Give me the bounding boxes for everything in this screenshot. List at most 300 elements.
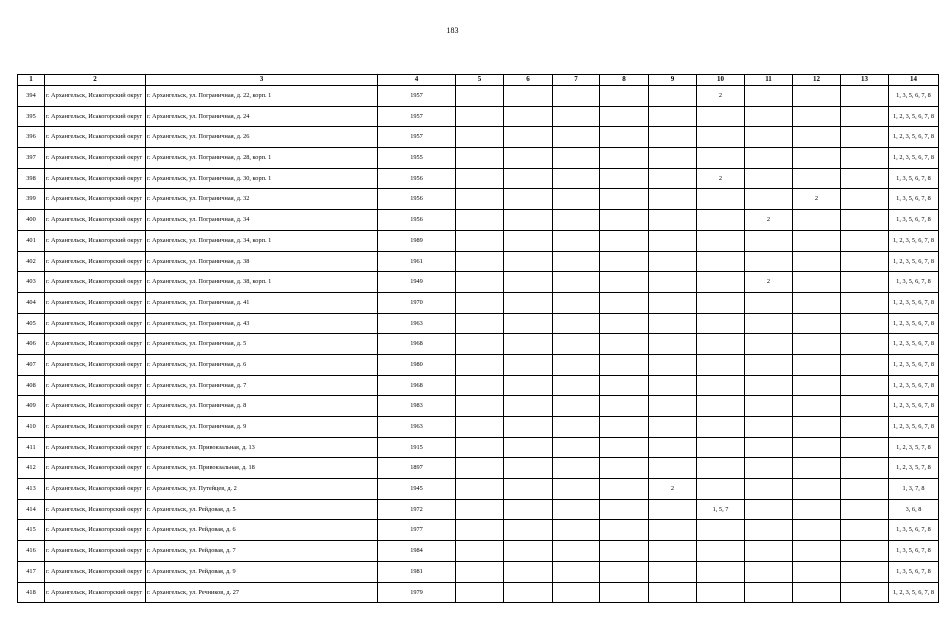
cell-col-14: 1, 2, 3, 5, 6, 7, 8 <box>889 230 939 251</box>
cell-district: г. Архангельск, Исакогорский округ <box>45 479 146 500</box>
cell-district: г. Архангельск, Исакогорский округ <box>45 334 146 355</box>
cell-col-9 <box>649 210 697 231</box>
cell-year-built: 1979 <box>378 582 456 603</box>
cell-address: г. Архангельск, ул. Пограничная, д. 34, корп. 1 <box>146 230 378 251</box>
cell-col-12 <box>793 375 841 396</box>
cell-row-number: 414 <box>18 499 45 520</box>
cell-col-13 <box>841 127 889 148</box>
table-row <box>18 210 939 231</box>
table-row <box>18 561 939 582</box>
cell-col-10 <box>697 582 745 603</box>
cell-col-11 <box>745 86 793 107</box>
cell-col-9 <box>649 168 697 189</box>
cell-col-9 <box>649 292 697 313</box>
cell-col-13 <box>841 230 889 251</box>
cell-col-8 <box>600 210 649 231</box>
cell-col-14: 1, 2, 3, 5, 6, 7, 8 <box>889 396 939 417</box>
cell-col-5 <box>456 86 504 107</box>
cell-col-11: 2 <box>745 210 793 231</box>
cell-row-number: 402 <box>18 251 45 272</box>
cell-col-5 <box>456 251 504 272</box>
cell-address: г. Архангельск, ул. Привокзальная, д. 18 <box>146 458 378 479</box>
cell-col-13 <box>841 520 889 541</box>
cell-col-6 <box>504 561 553 582</box>
cell-col-9 <box>649 396 697 417</box>
cell-col-7 <box>553 520 600 541</box>
cell-col-6 <box>504 210 553 231</box>
cell-col-14: 1, 3, 5, 6, 7, 8 <box>889 210 939 231</box>
cell-col-12 <box>793 541 841 562</box>
cell-year-built: 1945 <box>378 479 456 500</box>
column-header-6: 6 <box>504 75 553 86</box>
cell-col-7 <box>553 313 600 334</box>
cell-col-5 <box>456 354 504 375</box>
cell-address: г. Архангельск, ул. Рейдовая, д. 6 <box>146 520 378 541</box>
cell-col-7 <box>553 458 600 479</box>
cell-col-5 <box>456 189 504 210</box>
cell-address: г. Архангельск, ул. Пограничная, д. 22, корп. 1 <box>146 86 378 107</box>
cell-col-11 <box>745 499 793 520</box>
cell-col-12 <box>793 354 841 375</box>
cell-col-11 <box>745 479 793 500</box>
cell-col-9 <box>649 251 697 272</box>
cell-col-5 <box>456 582 504 603</box>
cell-col-13 <box>841 292 889 313</box>
table-row <box>18 479 939 500</box>
cell-col-13 <box>841 272 889 293</box>
cell-col-14: 1, 3, 7, 8 <box>889 479 939 500</box>
cell-col-14: 1, 2, 3, 5, 7, 8 <box>889 437 939 458</box>
cell-col-6 <box>504 520 553 541</box>
cell-address: г. Архангельск, ул. Пограничная, д. 7 <box>146 375 378 396</box>
cell-row-number: 417 <box>18 561 45 582</box>
cell-col-8 <box>600 396 649 417</box>
table-row <box>18 499 939 520</box>
cell-address: г. Архангельск, ул. Пограничная, д. 6 <box>146 354 378 375</box>
cell-col-14: 1, 2, 3, 5, 6, 7, 8 <box>889 292 939 313</box>
cell-col-11: 2 <box>745 272 793 293</box>
cell-col-14: 1, 3, 5, 6, 7, 8 <box>889 561 939 582</box>
cell-col-8 <box>600 437 649 458</box>
cell-address: г. Архангельск, ул. Пограничная, д. 9 <box>146 417 378 438</box>
cell-col-9 <box>649 582 697 603</box>
cell-address: г. Архангельск, ул. Путейцев, д. 2 <box>146 479 378 500</box>
cell-year-built: 1955 <box>378 148 456 169</box>
table-row <box>18 520 939 541</box>
cell-address: г. Архангельск, ул. Пограничная, д. 38, корп. 1 <box>146 272 378 293</box>
cell-district: г. Архангельск, Исакогорский округ <box>45 168 146 189</box>
cell-col-13 <box>841 334 889 355</box>
cell-col-6 <box>504 127 553 148</box>
table-row <box>18 292 939 313</box>
cell-col-11 <box>745 106 793 127</box>
cell-col-5 <box>456 499 504 520</box>
cell-col-9 <box>649 127 697 148</box>
cell-col-8 <box>600 127 649 148</box>
cell-row-number: 404 <box>18 292 45 313</box>
page-number: 183 <box>446 26 459 35</box>
cell-col-7 <box>553 479 600 500</box>
cell-district: г. Архангельск, Исакогорский округ <box>45 396 146 417</box>
cell-address: г. Архангельск, ул. Пограничная, д. 41 <box>146 292 378 313</box>
cell-col-10 <box>697 561 745 582</box>
cell-col-5 <box>456 210 504 231</box>
column-header-2: 2 <box>45 75 146 86</box>
cell-district: г. Архангельск, Исакогорский округ <box>45 189 146 210</box>
cell-col-10 <box>697 127 745 148</box>
cell-col-6 <box>504 168 553 189</box>
cell-col-7 <box>553 106 600 127</box>
cell-col-5 <box>456 520 504 541</box>
cell-row-number: 406 <box>18 334 45 355</box>
cell-row-number: 418 <box>18 582 45 603</box>
table-row <box>18 168 939 189</box>
cell-col-10 <box>697 251 745 272</box>
cell-col-8 <box>600 272 649 293</box>
table-row <box>18 582 939 603</box>
cell-col-7 <box>553 251 600 272</box>
cell-row-number: 415 <box>18 520 45 541</box>
cell-col-6 <box>504 334 553 355</box>
cell-col-10: 1, 5, 7 <box>697 499 745 520</box>
cell-col-5 <box>456 437 504 458</box>
cell-col-10 <box>697 292 745 313</box>
cell-col-9 <box>649 375 697 396</box>
column-header-8: 8 <box>600 75 649 86</box>
cell-col-7 <box>553 230 600 251</box>
cell-row-number: 412 <box>18 458 45 479</box>
cell-col-8 <box>600 168 649 189</box>
cell-col-12 <box>793 479 841 500</box>
cell-year-built: 1957 <box>378 86 456 107</box>
cell-row-number: 410 <box>18 417 45 438</box>
cell-col-6 <box>504 541 553 562</box>
cell-year-built: 1963 <box>378 313 456 334</box>
cell-col-14: 1, 2, 3, 5, 6, 7, 8 <box>889 375 939 396</box>
cell-year-built: 1968 <box>378 334 456 355</box>
column-header-9: 9 <box>649 75 697 86</box>
cell-col-9: 2 <box>649 479 697 500</box>
cell-col-9 <box>649 437 697 458</box>
table-row <box>18 375 939 396</box>
cell-col-8 <box>600 458 649 479</box>
cell-col-7 <box>553 541 600 562</box>
cell-col-7 <box>553 417 600 438</box>
cell-col-14: 1, 3, 5, 6, 7, 8 <box>889 168 939 189</box>
cell-col-10 <box>697 189 745 210</box>
cell-col-11 <box>745 313 793 334</box>
cell-district: г. Архангельск, Исакогорский округ <box>45 417 146 438</box>
cell-col-14: 1, 2, 3, 5, 6, 7, 8 <box>889 582 939 603</box>
cell-col-9 <box>649 354 697 375</box>
table-row <box>18 86 939 107</box>
cell-col-8 <box>600 541 649 562</box>
cell-address: г. Архангельск, ул. Привокзальная, д. 13 <box>146 437 378 458</box>
cell-col-14: 1, 2, 3, 5, 6, 7, 8 <box>889 127 939 148</box>
cell-col-13 <box>841 189 889 210</box>
cell-col-12 <box>793 148 841 169</box>
cell-year-built: 1956 <box>378 189 456 210</box>
cell-year-built: 1897 <box>378 458 456 479</box>
cell-district: г. Архангельск, Исакогорский округ <box>45 375 146 396</box>
cell-district: г. Архангельск, Исакогорский округ <box>45 106 146 127</box>
cell-address: г. Архангельск, ул. Пограничная, д. 28, корп. 1 <box>146 148 378 169</box>
cell-col-13 <box>841 582 889 603</box>
cell-district: г. Архангельск, Исакогорский округ <box>45 272 146 293</box>
cell-col-10 <box>697 375 745 396</box>
cell-col-13 <box>841 354 889 375</box>
cell-col-8 <box>600 334 649 355</box>
cell-col-14: 1, 2, 3, 5, 6, 7, 8 <box>889 251 939 272</box>
cell-col-10 <box>697 148 745 169</box>
cell-col-8 <box>600 189 649 210</box>
cell-col-5 <box>456 168 504 189</box>
table-row <box>18 272 939 293</box>
table-row <box>18 541 939 562</box>
table-header-row <box>18 75 939 86</box>
column-header-10: 10 <box>697 75 745 86</box>
cell-col-7 <box>553 272 600 293</box>
cell-year-built: 1956 <box>378 210 456 231</box>
table-row <box>18 458 939 479</box>
cell-col-12 <box>793 251 841 272</box>
cell-col-9 <box>649 561 697 582</box>
cell-col-9 <box>649 230 697 251</box>
cell-address: г. Архангельск, ул. Пограничная, д. 34 <box>146 210 378 231</box>
cell-address: г. Архангельск, ул. Пограничная, д. 26 <box>146 127 378 148</box>
cell-col-10 <box>697 396 745 417</box>
cell-row-number: 394 <box>18 86 45 107</box>
cell-col-6 <box>504 479 553 500</box>
cell-col-13 <box>841 396 889 417</box>
cell-col-13 <box>841 313 889 334</box>
cell-col-6 <box>504 292 553 313</box>
cell-year-built: 1984 <box>378 541 456 562</box>
cell-address: г. Архангельск, ул. Пограничная, д. 43 <box>146 313 378 334</box>
table-row <box>18 354 939 375</box>
cell-col-10 <box>697 334 745 355</box>
cell-col-7 <box>553 168 600 189</box>
cell-col-8 <box>600 499 649 520</box>
cell-col-13 <box>841 86 889 107</box>
cell-row-number: 416 <box>18 541 45 562</box>
cell-year-built: 1968 <box>378 375 456 396</box>
cell-address: г. Архангельск, ул. Пограничная, д. 30, корп. 1 <box>146 168 378 189</box>
cell-col-14: 1, 2, 3, 5, 6, 7, 8 <box>889 417 939 438</box>
table-row <box>18 417 939 438</box>
table-row <box>18 396 939 417</box>
cell-col-13 <box>841 168 889 189</box>
cell-col-12 <box>793 106 841 127</box>
cell-year-built: 1970 <box>378 292 456 313</box>
cell-col-14: 1, 3, 5, 6, 7, 8 <box>889 520 939 541</box>
housing-register-table <box>17 74 939 603</box>
cell-col-14: 1, 3, 5, 6, 7, 8 <box>889 86 939 107</box>
cell-col-11 <box>745 168 793 189</box>
cell-col-6 <box>504 375 553 396</box>
cell-district: г. Архангельск, Исакогорский округ <box>45 127 146 148</box>
cell-col-8 <box>600 582 649 603</box>
cell-col-10 <box>697 479 745 500</box>
cell-year-built: 1980 <box>378 354 456 375</box>
cell-row-number: 408 <box>18 375 45 396</box>
cell-col-6 <box>504 106 553 127</box>
cell-col-10 <box>697 520 745 541</box>
cell-col-6 <box>504 272 553 293</box>
cell-address: г. Архангельск, ул. Речников, д. 27 <box>146 582 378 603</box>
column-header-14: 14 <box>889 75 939 86</box>
cell-col-8 <box>600 292 649 313</box>
cell-col-12 <box>793 499 841 520</box>
cell-col-7 <box>553 210 600 231</box>
cell-col-12 <box>793 168 841 189</box>
cell-col-12 <box>793 292 841 313</box>
cell-row-number: 411 <box>18 437 45 458</box>
cell-address: г. Архангельск, ул. Рейдовая, д. 5 <box>146 499 378 520</box>
cell-col-12 <box>793 458 841 479</box>
cell-col-13 <box>841 437 889 458</box>
cell-col-14: 1, 3, 5, 6, 7, 8 <box>889 272 939 293</box>
cell-col-6 <box>504 86 553 107</box>
cell-col-5 <box>456 417 504 438</box>
cell-col-9 <box>649 313 697 334</box>
cell-year-built: 1972 <box>378 499 456 520</box>
table-row <box>18 230 939 251</box>
cell-col-5 <box>456 148 504 169</box>
cell-col-11 <box>745 230 793 251</box>
cell-row-number: 405 <box>18 313 45 334</box>
cell-col-6 <box>504 251 553 272</box>
cell-col-12 <box>793 561 841 582</box>
cell-district: г. Архангельск, Исакогорский округ <box>45 541 146 562</box>
cell-col-9 <box>649 499 697 520</box>
cell-col-11 <box>745 561 793 582</box>
cell-col-10: 2 <box>697 168 745 189</box>
cell-col-7 <box>553 189 600 210</box>
cell-col-5 <box>456 375 504 396</box>
cell-col-12 <box>793 86 841 107</box>
cell-district: г. Архангельск, Исакогорский округ <box>45 313 146 334</box>
cell-col-5 <box>456 292 504 313</box>
cell-col-7 <box>553 375 600 396</box>
cell-address: г. Архангельск, ул. Пограничная, д. 5 <box>146 334 378 355</box>
cell-col-10 <box>697 437 745 458</box>
cell-district: г. Архангельск, Исакогорский округ <box>45 148 146 169</box>
table-row <box>18 437 939 458</box>
cell-row-number: 398 <box>18 168 45 189</box>
table-row <box>18 334 939 355</box>
cell-col-10 <box>697 541 745 562</box>
cell-col-12 <box>793 520 841 541</box>
cell-col-10 <box>697 354 745 375</box>
cell-year-built: 1989 <box>378 230 456 251</box>
cell-row-number: 413 <box>18 479 45 500</box>
cell-year-built: 1949 <box>378 272 456 293</box>
cell-col-6 <box>504 437 553 458</box>
cell-address: г. Архангельск, ул. Пограничная, д. 24 <box>146 106 378 127</box>
cell-col-14: 1, 2, 3, 5, 6, 7, 8 <box>889 313 939 334</box>
cell-col-12: 2 <box>793 189 841 210</box>
cell-col-7 <box>553 561 600 582</box>
cell-col-12 <box>793 417 841 438</box>
cell-col-9 <box>649 86 697 107</box>
table-row <box>18 189 939 210</box>
cell-year-built: 1983 <box>378 396 456 417</box>
cell-col-5 <box>456 127 504 148</box>
cell-col-10 <box>697 106 745 127</box>
cell-district: г. Архангельск, Исакогорский округ <box>45 499 146 520</box>
cell-col-7 <box>553 499 600 520</box>
cell-col-10 <box>697 272 745 293</box>
cell-district: г. Архангельск, Исакогорский округ <box>45 458 146 479</box>
cell-col-8 <box>600 354 649 375</box>
cell-col-6 <box>504 313 553 334</box>
cell-col-5 <box>456 313 504 334</box>
cell-row-number: 399 <box>18 189 45 210</box>
cell-year-built: 1957 <box>378 106 456 127</box>
cell-col-8 <box>600 106 649 127</box>
cell-col-8 <box>600 417 649 438</box>
cell-col-13 <box>841 210 889 231</box>
cell-address: г. Архангельск, ул. Рейдовая, д. 9 <box>146 561 378 582</box>
cell-col-10 <box>697 417 745 438</box>
cell-col-7 <box>553 334 600 355</box>
cell-col-5 <box>456 230 504 251</box>
cell-row-number: 397 <box>18 148 45 169</box>
cell-col-9 <box>649 520 697 541</box>
cell-col-6 <box>504 582 553 603</box>
cell-col-9 <box>649 272 697 293</box>
cell-col-6 <box>504 396 553 417</box>
cell-row-number: 401 <box>18 230 45 251</box>
cell-col-10 <box>697 230 745 251</box>
cell-col-5 <box>456 106 504 127</box>
cell-col-13 <box>841 148 889 169</box>
cell-col-11 <box>745 582 793 603</box>
cell-col-11 <box>745 375 793 396</box>
cell-row-number: 396 <box>18 127 45 148</box>
cell-col-12 <box>793 230 841 251</box>
cell-col-11 <box>745 541 793 562</box>
cell-col-9 <box>649 189 697 210</box>
cell-col-11 <box>745 127 793 148</box>
cell-year-built: 1981 <box>378 561 456 582</box>
cell-col-14: 1, 2, 3, 5, 6, 7, 8 <box>889 354 939 375</box>
cell-col-9 <box>649 334 697 355</box>
cell-row-number: 395 <box>18 106 45 127</box>
cell-year-built: 1977 <box>378 520 456 541</box>
column-header-5: 5 <box>456 75 504 86</box>
cell-col-5 <box>456 541 504 562</box>
cell-col-7 <box>553 437 600 458</box>
cell-col-11 <box>745 417 793 438</box>
cell-year-built: 1961 <box>378 251 456 272</box>
cell-col-12 <box>793 313 841 334</box>
cell-col-9 <box>649 458 697 479</box>
cell-col-7 <box>553 292 600 313</box>
cell-col-8 <box>600 230 649 251</box>
cell-district: г. Архангельск, Исакогорский округ <box>45 520 146 541</box>
cell-col-5 <box>456 334 504 355</box>
cell-col-11 <box>745 189 793 210</box>
cell-row-number: 400 <box>18 210 45 231</box>
cell-col-13 <box>841 458 889 479</box>
cell-district: г. Архангельск, Исакогорский округ <box>45 354 146 375</box>
cell-col-9 <box>649 541 697 562</box>
cell-col-10 <box>697 210 745 231</box>
cell-district: г. Архангельск, Исакогорский округ <box>45 437 146 458</box>
cell-col-7 <box>553 582 600 603</box>
